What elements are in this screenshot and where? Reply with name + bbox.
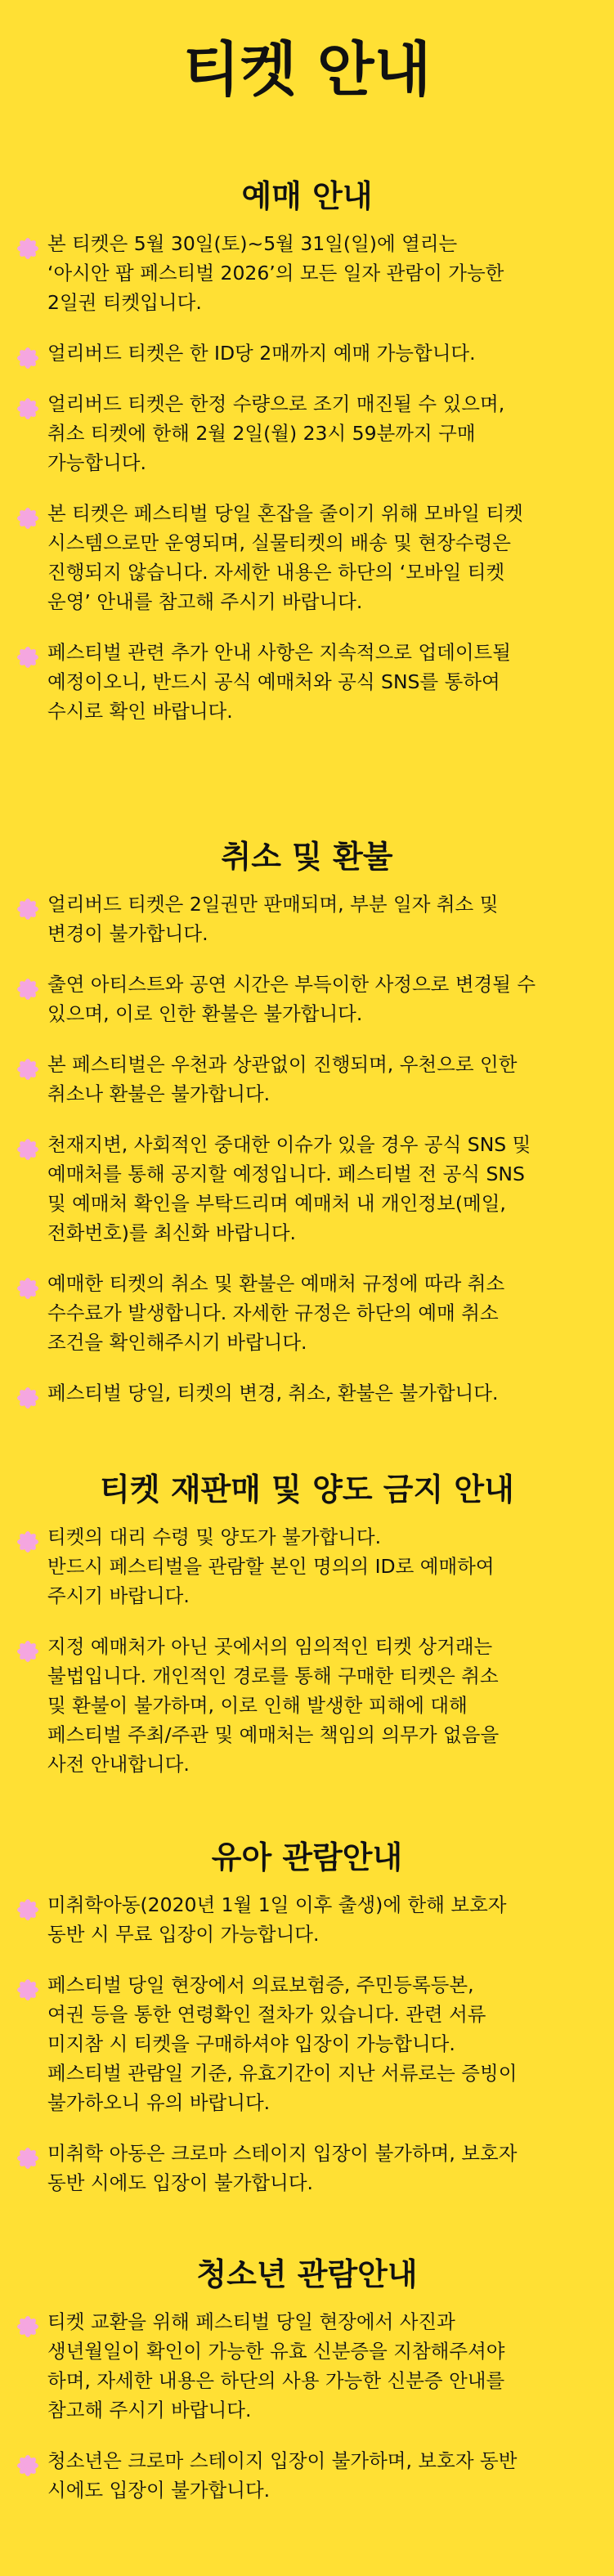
list-item xyxy=(0,889,614,948)
list-item-text: 예매한 티켓의 취소 및 환불은 예매처 규정에 따라 취소 수수료가 발생합니다. 자세한 규정은 하단의 예매 취소 조건을 확인해주시기 바랍니다. xyxy=(47,1271,505,1354)
list-item xyxy=(0,338,614,368)
pink-flower-icon xyxy=(16,1387,39,1409)
list-item-text: 천재지변, 사회적인 중대한 이슈가 있을 경우 공식 SNS 및 예매처를 통해 공지할 예정입니다. 페스티벌 전 공식 SNS 및 예매처 확인을 부탁드리며 예매처 내 개인정보(메일, 전화번호)를 최신화 바랍니다. xyxy=(47,1132,531,1244)
section-booking xyxy=(0,178,614,747)
list-item-text: 청소년은 크로마 스테이지 입장이 불가하며, 보호자 동반 시에도 입장이 불가합니다. xyxy=(47,2448,518,2502)
pink-flower-icon xyxy=(16,1640,39,1663)
pink-flower-icon xyxy=(16,1138,39,1161)
list-item-text: 페스티벌 당일 현장에서 의료보험증, 주민등록등본, 여권 등을 통한 연령확인 절차가 있습니다. 관련 서류 미지참 시 티켓을 구매하셔야 입장이 가능합니다. 페스티벌 관람일 기준, 유효기간이 지난 서류로는 증빙이 불가하오니 유의 바랍니다. xyxy=(47,1973,518,2114)
list-item xyxy=(0,970,614,1028)
pink-flower-icon xyxy=(16,2315,39,2338)
list-item-text: 티켓의 대리 수령 및 양도가 불가합니다. 반드시 페스티벌을 관람할 본인 명의의 ID로 예매하여 주시기 바랍니다. xyxy=(47,1525,495,1607)
list-item-text: 본 티켓은 페스티벌 당일 혼잡을 줄이기 위해 모바일 티켓 시스템으로만 운영되며, 실물티켓의 배송 및 현장수령은 진행되지 않습니다. 자세한 내용은 하단의 ‘모바일 티켓 운영’ 안내를 참고해 주시기 바랍니다. xyxy=(47,501,523,613)
list-item-text: 미취학아동(2020년 1월 1일 이후 출생)에 한해 보호자 동반 시 무료 입장이 가능합니다. xyxy=(47,1893,507,1946)
pink-flower-icon xyxy=(16,1277,39,1300)
section-title: 예매 안내 xyxy=(241,178,373,214)
pink-flower-icon xyxy=(16,646,39,669)
list-item-text: 티켓 교환을 위해 페스티벌 당일 현장에서 사진과 생년월일이 확인이 가능한 유효 신분증을 지참해주셔야 하며, 자세한 내용은 하단의 사용 가능한 신분증 안내를 참고해 주시기 바랍니다. xyxy=(47,2309,505,2421)
pink-flower-icon xyxy=(16,898,39,921)
list-item-text: 미취학 아동은 크로마 스테이지 입장이 불가하며, 보호자 동반 시에도 입장이 불가합니다. xyxy=(47,2141,518,2194)
list-item-text: 얼리버드 티켓은 한 ID당 2매까지 예매 가능합니다. xyxy=(47,341,476,365)
pink-flower-icon xyxy=(16,2454,39,2477)
pink-flower-icon xyxy=(16,1530,39,1553)
list-item xyxy=(0,1050,614,1109)
list-item-text: 페스티벌 당일, 티켓의 변경, 취소, 환불은 불가합니다. xyxy=(47,1381,499,1404)
list-item xyxy=(0,1378,614,1408)
list-item-text: 지정 예매처가 아닌 곳에서의 임의적인 티켓 상거래는 불법입니다. 개인적인 경로를 통해 구매한 티켓은 취소 및 환불이 불가하며, 이로 인해 발생한 피해에 대해 페스티벌 주최/주관 및 예매처는 책임의 의무가 없음을 사전 안내합니다. xyxy=(47,1634,500,1776)
notice-list xyxy=(0,229,614,726)
section-infant xyxy=(0,1839,614,2219)
pink-flower-icon xyxy=(16,2147,39,2170)
section-title: 티켓 재판매 및 양도 금지 안내 xyxy=(100,1472,514,1508)
section-youth xyxy=(0,2256,614,2526)
pink-flower-icon xyxy=(16,1058,39,1081)
list-item xyxy=(0,1970,614,2117)
list-item xyxy=(0,1269,614,1357)
list-item-text: 얼리버드 티켓은 한정 수량으로 조기 매진될 수 있으며, 취소 티켓에 한해 2월 2일(월) 23시 59분까지 구매 가능합니다. xyxy=(47,392,505,474)
page-title: 티켓 안내 xyxy=(182,35,432,104)
pink-flower-icon xyxy=(16,1898,39,1921)
section-resale-ban xyxy=(0,1472,614,1800)
section-title: 취소 및 환불 xyxy=(221,839,393,875)
pink-flower-icon xyxy=(16,397,39,420)
notice-list xyxy=(0,1890,614,2197)
pink-flower-icon xyxy=(16,1978,39,2001)
pink-flower-icon xyxy=(16,347,39,370)
pink-flower-icon xyxy=(16,978,39,1001)
pink-flower-icon xyxy=(16,507,39,530)
list-item xyxy=(0,2307,614,2425)
list-item xyxy=(0,638,614,726)
list-item xyxy=(0,2139,614,2197)
notice-list xyxy=(0,889,614,1408)
notice-list xyxy=(0,1522,614,1779)
list-item xyxy=(0,1632,614,1779)
section-title: 청소년 관람안내 xyxy=(196,2256,418,2292)
notice-list xyxy=(0,2307,614,2505)
list-item xyxy=(0,1890,614,1949)
section-cancel-refund xyxy=(0,839,614,1429)
list-item xyxy=(0,1522,614,1611)
list-item xyxy=(0,2446,614,2505)
list-item-text: 얼리버드 티켓은 2일권만 판매되며, 부분 일자 취소 및 변경이 불가합니다. xyxy=(47,892,499,945)
pink-flower-icon xyxy=(16,237,39,260)
list-item-text: 페스티벌 관련 추가 안내 사항은 지속적으로 업데이트될 예정이오니, 반드시 공식 예매처와 공식 SNS를 통하여 수시로 확인 바랍니다. xyxy=(47,640,511,723)
list-item-text: 출연 아티스트와 공연 시간은 부득이한 사정으로 변경될 수 있으며, 이로 인한 환불은 불가합니다. xyxy=(47,972,536,1025)
list-item xyxy=(0,499,614,616)
list-item-text: 본 페스티벌은 우천과 상관없이 진행되며, 우천으로 인한 취소나 환불은 불가합니다. xyxy=(47,1052,518,1105)
list-item xyxy=(0,389,614,477)
list-item xyxy=(0,229,614,317)
list-item xyxy=(0,1130,614,1248)
section-title: 유아 관람안내 xyxy=(211,1839,403,1875)
list-item-text: 본 티켓은 5월 30일(토)~5월 31일(일)에 열리는 ‘아시안 팝 페스티벌 2026’의 모든 일자 관람이 가능한 2일권 티켓입니다. xyxy=(47,231,504,314)
